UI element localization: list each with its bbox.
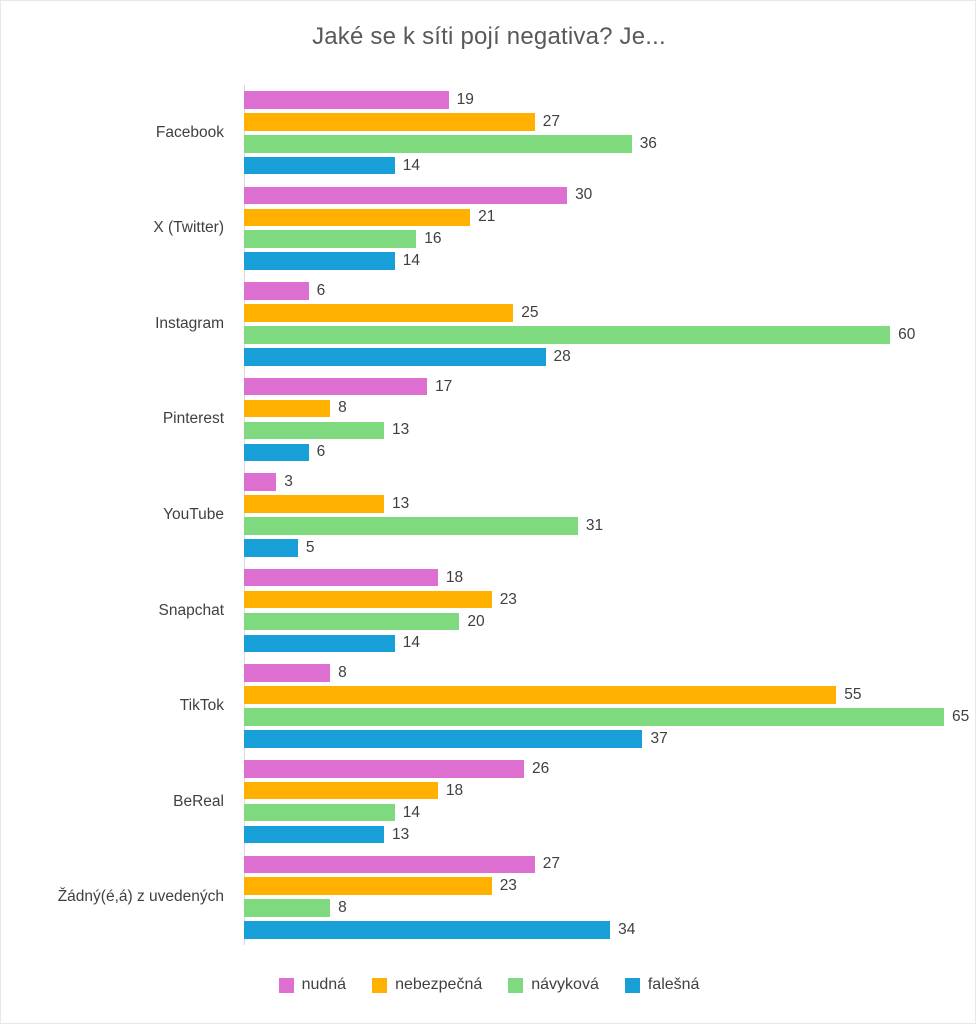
bar-row [244, 517, 944, 535]
bar-row [244, 209, 944, 227]
bar-value-label: 18 [445, 568, 464, 586]
legend-label: nudná [301, 976, 347, 993]
legend-swatch-icon [279, 978, 294, 993]
bar-value-label: 13 [392, 421, 410, 439]
bar-row [244, 730, 944, 748]
bar-row [244, 804, 944, 822]
bar-row [244, 473, 944, 491]
bar [244, 282, 309, 300]
category-group [57, 849, 944, 945]
category-axis-label: Facebook [155, 123, 224, 141]
bar-value-label: 16 [424, 230, 442, 248]
bar [244, 708, 944, 726]
legend-item[interactable] [625, 976, 700, 994]
bar-value-label: 8 [338, 899, 347, 917]
bar-row [244, 899, 944, 917]
bar [244, 804, 395, 822]
bar [244, 378, 427, 396]
bar-row [244, 157, 944, 175]
bar-value-label: 6 [316, 281, 326, 299]
category-axis-label: Žádný(é,á) z uvedených [57, 888, 224, 906]
category-axis-label: BeReal [173, 792, 224, 810]
bar-row [244, 378, 944, 396]
bar [244, 899, 330, 917]
bar [244, 135, 632, 153]
bar-value-label: 27 [542, 112, 561, 130]
bar-value-label: 31 [585, 516, 604, 534]
bar [244, 444, 309, 462]
bar-value-label: 23 [499, 877, 517, 895]
bar-value-label: 13 [392, 825, 410, 843]
category-group [173, 754, 944, 850]
bar-row [244, 348, 944, 366]
chart-title: Jaké se k síti pojí negativa? Je... [312, 23, 666, 50]
bar [244, 877, 492, 895]
bar-row [244, 686, 944, 704]
bar-value-label: 13 [392, 495, 410, 513]
bar-value-label: 14 [402, 634, 421, 652]
bar [244, 495, 384, 513]
legend-label: návyková [531, 976, 599, 993]
category-axis-label: Instagram [155, 314, 224, 332]
bar-value-label: 14 [402, 803, 421, 821]
category-group [163, 467, 944, 563]
bar-value-label: 25 [521, 303, 539, 321]
bar [244, 91, 449, 109]
bar [244, 209, 470, 227]
bar-row [244, 304, 944, 322]
legend-item[interactable] [372, 976, 482, 994]
bar [244, 422, 384, 440]
bar-value-label: 18 [445, 781, 464, 799]
category-group [155, 85, 944, 181]
category-group [155, 276, 944, 372]
bar [244, 826, 384, 844]
bar-row [244, 113, 944, 131]
legend-swatch-icon [625, 978, 640, 993]
bar-value-label: 36 [639, 134, 657, 152]
bar-value-label: 27 [542, 855, 561, 873]
category-axis-label: YouTube [163, 505, 224, 523]
legend-item[interactable] [279, 976, 347, 994]
category-group [179, 658, 970, 754]
bar-value-label: 14 [402, 156, 421, 174]
category-axis-label: Pinterest [162, 410, 224, 428]
bar-row [244, 613, 944, 631]
bar-value-label: 20 [467, 612, 485, 630]
bar-value-label: 23 [499, 590, 517, 608]
bar [244, 856, 535, 874]
bar [244, 252, 395, 270]
bar-value-label: 55 [844, 686, 862, 704]
bar-row [244, 708, 970, 726]
bar-row [244, 760, 944, 778]
bar-value-label: 14 [402, 252, 421, 270]
bar-value-label: 30 [575, 186, 593, 204]
bar-row [244, 91, 944, 109]
category-group [158, 563, 944, 659]
bar [244, 230, 416, 248]
bar [244, 348, 546, 366]
plot-area [57, 85, 970, 945]
bar-value-label: 6 [316, 443, 326, 461]
bar-value-label: 26 [532, 759, 550, 777]
bar-row [244, 591, 944, 609]
bar-value-label: 3 [284, 473, 293, 491]
legend-swatch-icon [372, 978, 387, 993]
bar-row [244, 539, 944, 557]
bar [244, 730, 642, 748]
bar-value-label: 5 [305, 538, 315, 556]
bar-row [244, 877, 944, 895]
bar-row [244, 856, 944, 874]
category-group [162, 372, 944, 468]
bar-row [244, 282, 944, 300]
legend-label: nebezpečná [395, 976, 483, 993]
bar [244, 539, 298, 557]
bar-value-label: 8 [338, 664, 347, 682]
bar-row [244, 400, 944, 418]
bar-row [244, 422, 944, 440]
bar-value-label: 65 [952, 708, 970, 726]
category-group [153, 181, 944, 277]
bar [244, 517, 578, 535]
bar-row [244, 495, 944, 513]
bar-row [244, 569, 944, 587]
bar [244, 635, 395, 653]
legend-label: falešná [647, 976, 700, 993]
bar-row [244, 664, 944, 682]
category-axis-label: Snapchat [158, 601, 224, 619]
bar [244, 613, 459, 631]
category-axis-label: TikTok [179, 697, 224, 715]
bar-row [244, 444, 944, 462]
legend-item[interactable] [508, 976, 599, 994]
chart-legend [1, 976, 976, 994]
bar [244, 187, 567, 205]
bar [244, 569, 438, 587]
bar-value-label: 8 [338, 399, 347, 417]
bar-row [244, 135, 944, 153]
bar-value-label: 19 [456, 90, 474, 108]
bar-row [244, 326, 944, 344]
bar [244, 686, 836, 704]
bar [244, 782, 438, 800]
bar-value-label: 34 [618, 921, 636, 939]
bar [244, 591, 492, 609]
bar-value-label: 28 [553, 347, 571, 365]
bar-row [244, 782, 944, 800]
bar [244, 326, 890, 344]
bar-row [244, 826, 944, 844]
legend-swatch-icon [508, 978, 523, 993]
bar [244, 760, 524, 778]
bar [244, 113, 535, 131]
bar-row [244, 187, 944, 205]
category-axis-label: X (Twitter) [153, 219, 224, 237]
bar-row [244, 230, 944, 248]
bar-row [244, 921, 944, 939]
bar [244, 304, 513, 322]
bar [244, 400, 330, 418]
bar-value-label: 21 [478, 208, 496, 226]
bar-row [244, 252, 944, 270]
bar-value-label: 17 [435, 377, 453, 395]
bar-value-label: 37 [650, 729, 668, 747]
bar [244, 921, 610, 939]
bar-row [244, 635, 944, 653]
bar [244, 473, 276, 491]
bar [244, 157, 395, 175]
bar [244, 664, 330, 682]
bar-value-label: 60 [898, 325, 916, 343]
